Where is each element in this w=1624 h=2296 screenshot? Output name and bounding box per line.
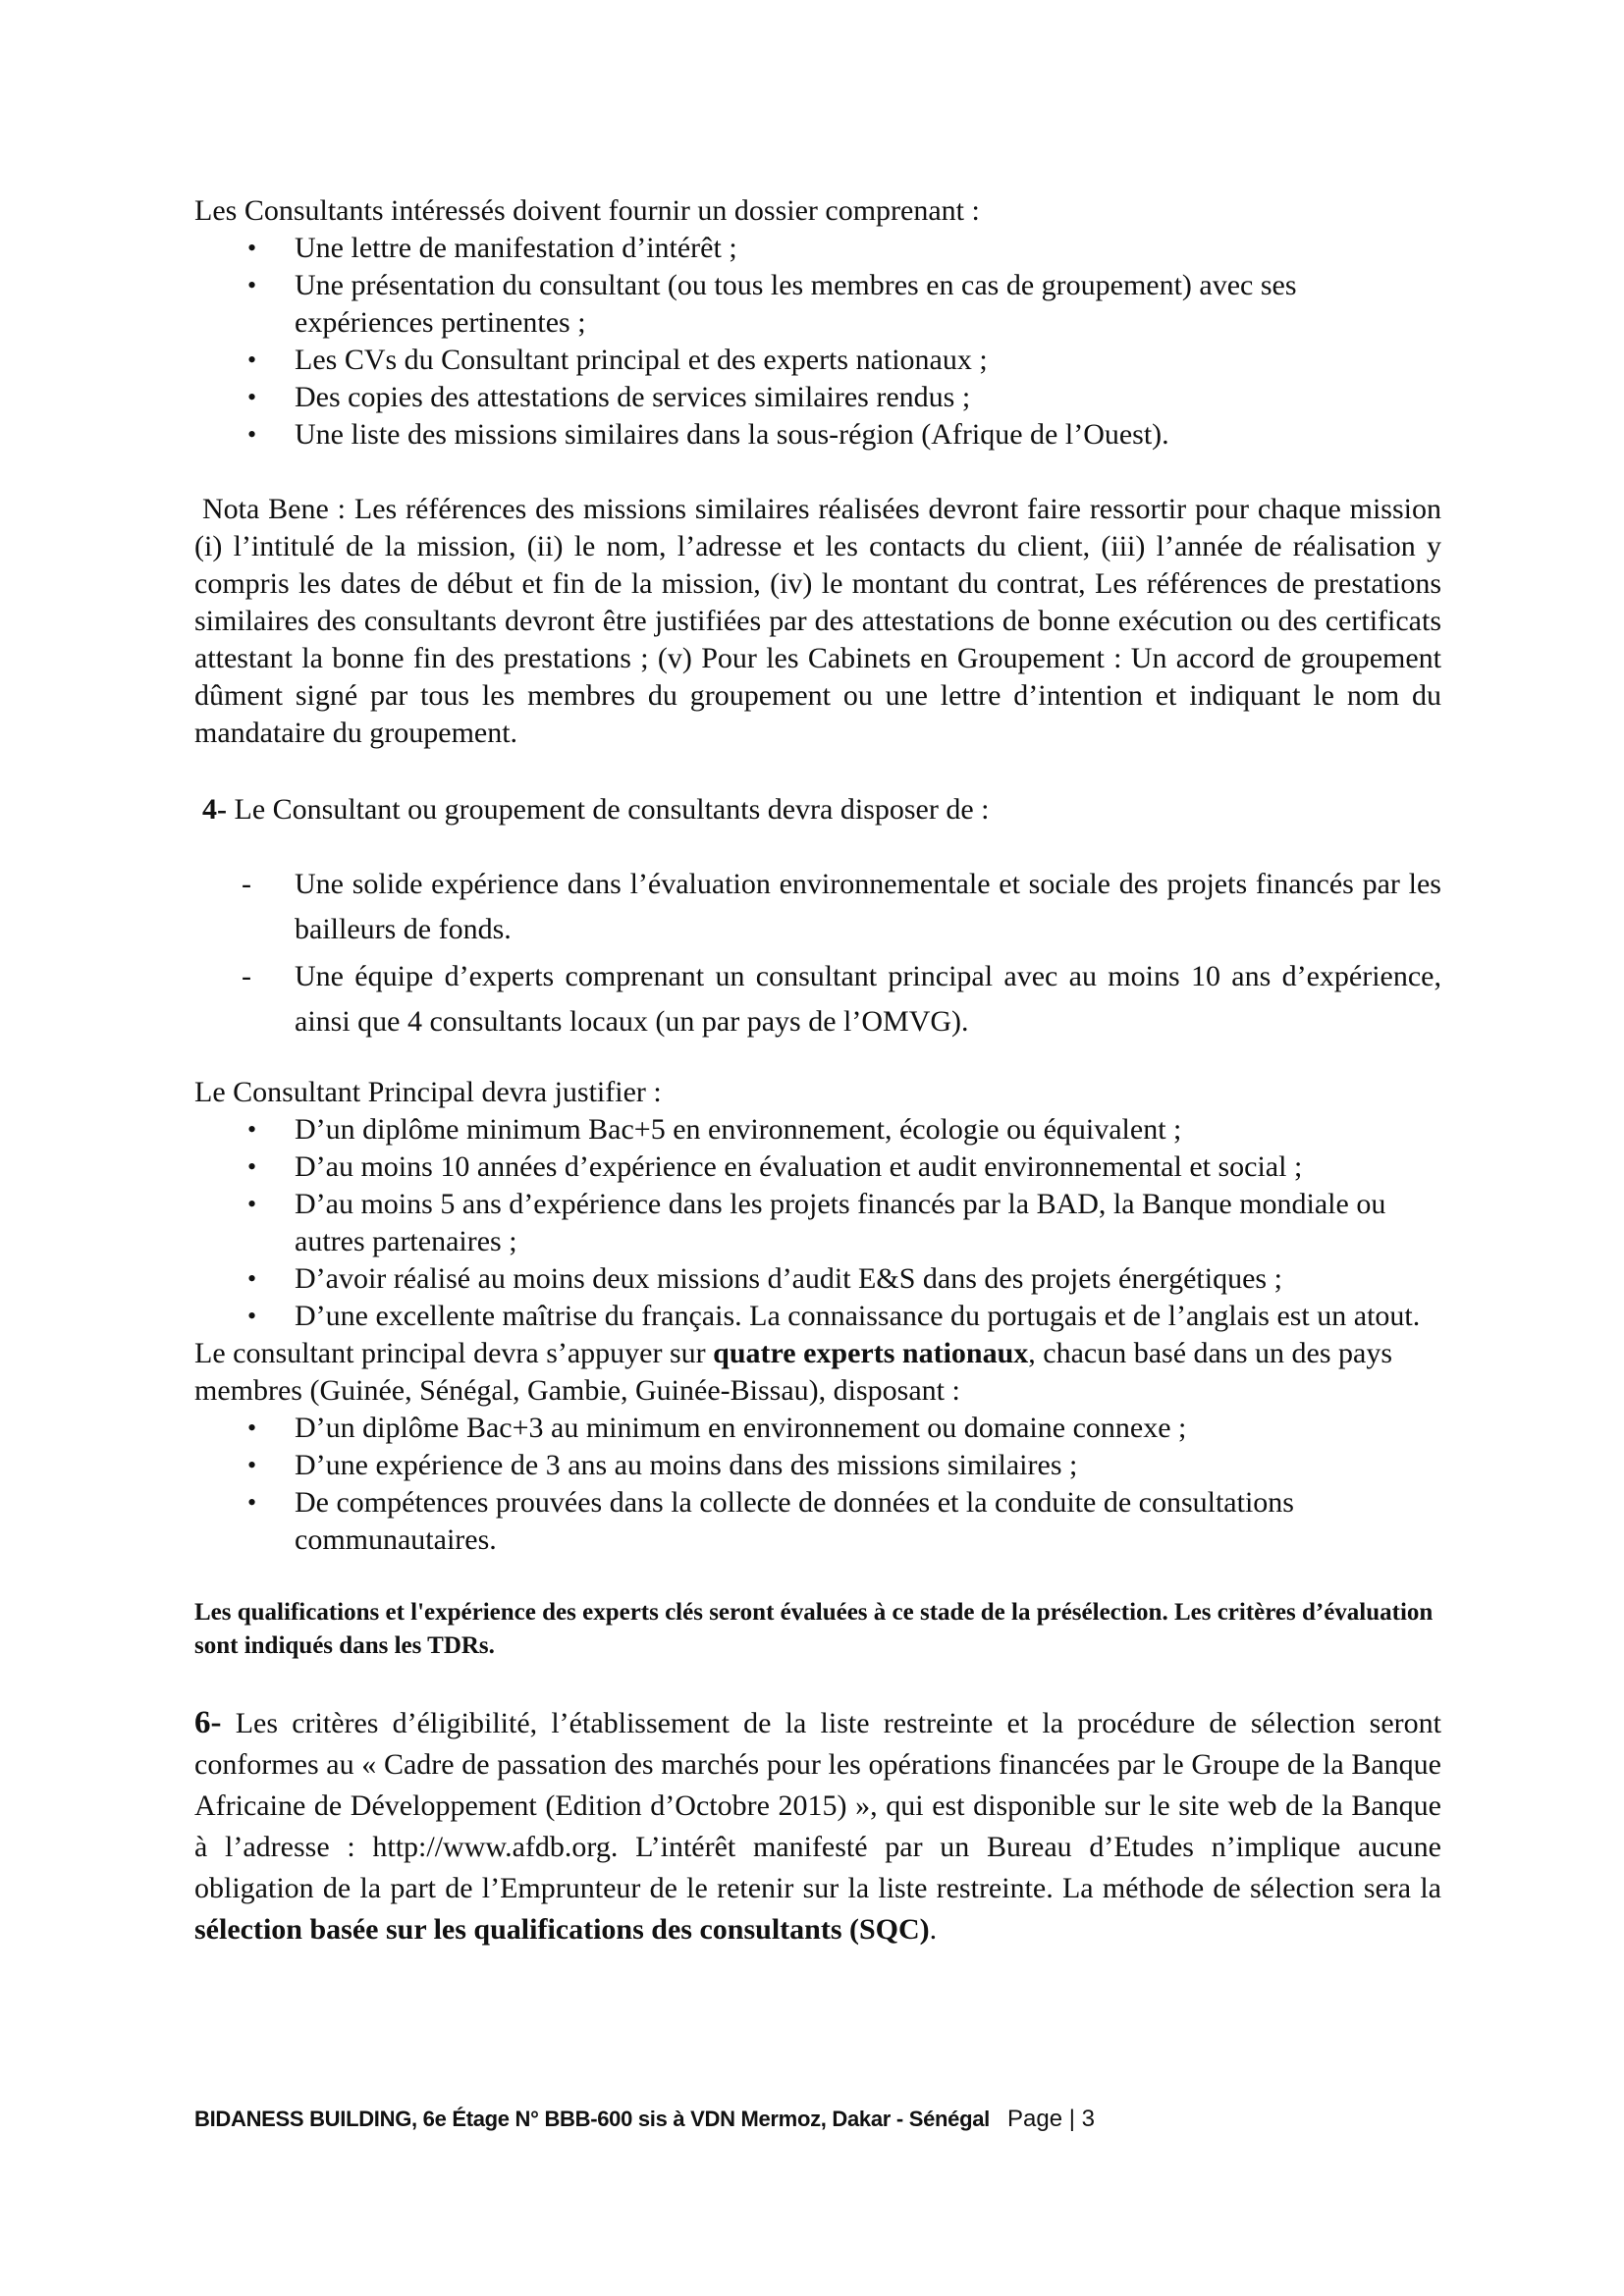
dossier-list bbox=[194, 230, 1441, 454]
experts-text-post: , chacun basé dans un des pays membres (Guinée, Sénégal, Gambie, Guinée-Bissau), disposant : bbox=[194, 1337, 1393, 1407]
list-item: • Une lettre de manifestation d’intérêt ; bbox=[194, 230, 1441, 267]
section-6-end: . bbox=[929, 1913, 938, 1946]
document-body bbox=[194, 192, 1441, 1950]
section-4-number: 4- bbox=[202, 793, 227, 826]
page-footer bbox=[194, 2106, 1095, 2133]
list-item: • Une présentation du consultant (ou tous les membres en cas de groupement) avec ses expériences pertinentes ; bbox=[194, 267, 1441, 342]
list-item: • Une liste des missions similaires dans la sous-région (Afrique de l’Ouest). bbox=[194, 416, 1441, 454]
list-item: • D’une expérience de 3 ans au moins dans des missions similaires ; bbox=[194, 1447, 1441, 1484]
list-item: • D’avoir réalisé au moins deux missions d’audit E&S dans des projets énergétiques ; bbox=[194, 1260, 1441, 1298]
section-4-heading bbox=[194, 791, 1441, 828]
list-item: • D’un diplôme Bac+3 au minimum en environnement ou domaine connexe ; bbox=[194, 1410, 1441, 1447]
experts-paragraph bbox=[194, 1335, 1441, 1410]
list-item: - Une solide expérience dans l’évaluation environnementale et sociale des projets financés par les bailleurs de fonds. bbox=[194, 862, 1441, 952]
experts-list bbox=[194, 1410, 1441, 1559]
footer-address: BIDANESS BUILDING, 6e Étage N° BBB-600 sis à VDN Mermoz, Dakar - Sénégal bbox=[194, 2107, 990, 2131]
experts-text-pre: Le consultant principal devra s’appuyer sur bbox=[194, 1337, 714, 1369]
section-6-bold: sélection basée sur les qualifications des consultants (SQC) bbox=[194, 1913, 930, 1946]
page-number: Page | 3 bbox=[1007, 2106, 1095, 2132]
principal-list bbox=[194, 1111, 1441, 1335]
experts-text-bold: quatre experts nationaux bbox=[713, 1337, 1029, 1369]
list-item: • Les CVs du Consultant principal et des experts nationaux ; bbox=[194, 342, 1441, 379]
list-item: • D’au moins 10 années d’expérience en évaluation et audit environnemental et social ; bbox=[194, 1148, 1441, 1186]
list-item: • De compétences prouvées dans la collecte de données et la conduite de consultations communautaires. bbox=[194, 1484, 1441, 1559]
section-6-number: 6- bbox=[194, 1705, 222, 1740]
section-4-list bbox=[194, 862, 1441, 1044]
intro-text: Les Consultants intéressés doivent fournir un dossier comprenant : bbox=[194, 194, 980, 227]
list-item: • Des copies des attestations de services similaires rendus ; bbox=[194, 379, 1441, 416]
section-4-text: Le Consultant ou groupement de consultants devra disposer de : bbox=[227, 793, 990, 826]
list-item: • D’un diplôme minimum Bac+5 en environnement, écologie ou équivalent ; bbox=[194, 1111, 1441, 1148]
principal-lead: Le Consultant Principal devra justifier : bbox=[194, 1076, 662, 1108]
qualifications-note: Les qualifications et l'expérience des experts clés seront évaluées à ce stade de la présélection. Les critères d’évaluation sont indiqués dans les TDRs. bbox=[194, 1599, 1434, 1659]
list-item: • D’au moins 5 ans d’expérience dans les projets financés par la BAD, la Banque mondiale ou autres partenaires ; bbox=[194, 1186, 1441, 1260]
nota-bene-paragraph: Nota Bene : Les références des missions similaires réalisées devront faire ressortir pour chaque mission (i) l’intitulé de la mission, (ii) le nom, l’adresse et les contacts du client, (iii) l’année de réalisation y compris les dates de début et fin de la mission, (iv) le montant du contrat, Les références de prestations similaires des consultants devront être justifiées par des attestations de bonne exécution ou des certificats attestant la bonne fin des prestations ; (v) Pour les Cabinets en Groupement : Un accord de groupement dûment signé par tous les membres du groupement ou une lettre d’intention et indiquant le nom du mandataire du groupement. bbox=[194, 493, 1441, 749]
list-item: - Une équipe d’experts comprenant un consultant principal avec au moins 10 ans d’expérience, ainsi que 4 consultants locaux (un par pays de l’OMVG). bbox=[194, 954, 1441, 1044]
section-6-text: Les critères d’éligibilité, l’établissement de la liste restreinte et la procédure de sélection seront conformes au « Cadre de passation des marchés pour les opérations financées par le Groupe de la Banque Africaine de Développement (Edition d’Octobre 2015) », qui est disponible sur le site web de la Banque à l’adresse : http://www.afdb.org. L’intérêt manifesté par un Bureau d’Etudes n’implique aucune obligation de la part de l’Emprunteur de le retenir sur la liste restreinte. La méthode de sélection sera la bbox=[194, 1707, 1441, 1904]
section-6-paragraph bbox=[194, 1702, 1441, 1950]
list-item: • D’une excellente maîtrise du français. La connaissance du portugais et de l’anglais est un atout. bbox=[194, 1298, 1441, 1335]
